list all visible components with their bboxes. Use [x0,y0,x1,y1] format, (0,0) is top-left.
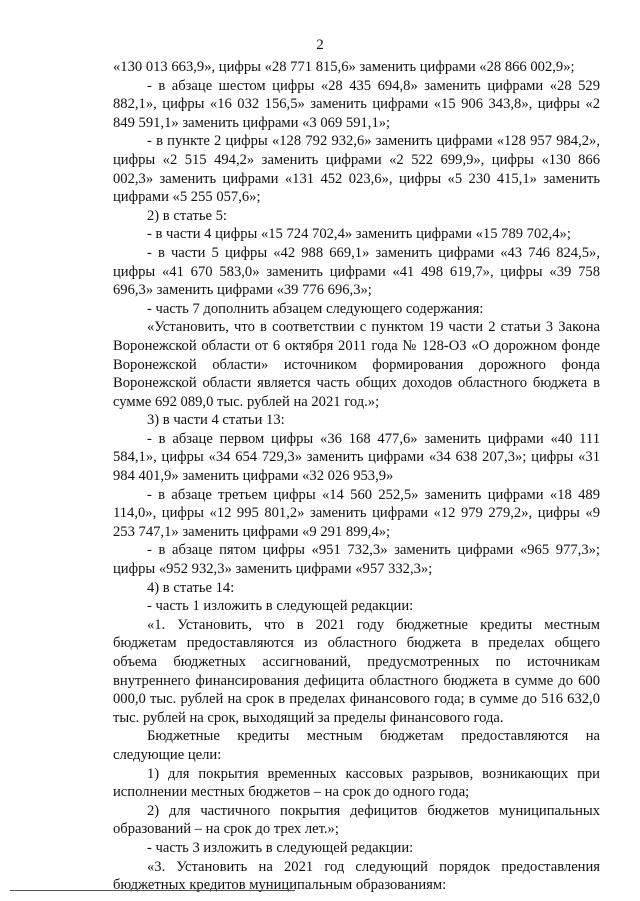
paragraph: - в части 5 цифры «42 988 669,1» заменить цифрами «43 746 824,5», цифры «41 670 583,0» заменить цифрами «41 498 619,7», цифры «39 758 696,3» заменить цифрами «39 776 696,3»; [113,244,600,299]
paragraph: - в абзаце первом цифры «36 168 477,6» заменить цифрами «40 111 584,1», цифры «34 654 729,3» заменить цифрами «34 638 207,3»; цифры «31 984 401,9» заменить цифрами «32 026 953,9» [113,430,600,485]
paragraph: - часть 1 изложить в следующей редакции: [147,598,414,615]
paragraph: Бюджетные кредиты местным бюджетам предоставляются на следующие цели: [113,728,600,763]
footer-rule [10,890,295,891]
paragraph: 2) для частичного покрытия дефицитов бюджетов муниципальных образований – на срок до трех лет.»; [113,802,600,838]
paragraph: - в абзаце третьем цифры «14 560 252,5» заменить цифрами «18 489 114,0», цифры «12 995 801,2» заменить цифрами «12 979 279,2», цифры «9 253 747,1» заменить цифрами «9 291 899,4»; [113,486,600,540]
paragraph: - часть 7 дополнить абзацем следующего содержания: [147,300,484,317]
paragraph: - часть 3 изложить в следующей редакции: [147,839,414,856]
paragraph: 3) в части 4 статьи 13: [147,412,285,429]
page-number: 2 [316,37,324,53]
paragraph: - в пункте 2 цифры «128 792 932,6» заменить цифрами «128 957 984,2», цифры «2 515 494,2» заменить цифрами «2 522 699,9», цифры «130 866 002,3» заменить цифрами «131 452 023,6», цифры «5 230 415,1» заменить цифрами «5 255 057,6»; [113,133,600,206]
paragraph: - в абзаце пятом цифры «951 732,3» заменить цифрами «965 977,3»; цифры «952 932,3» заменить цифрами «957 332,3»; [113,542,600,578]
paragraph: - в абзаце шестом цифры «28 435 694,8» заменить цифрами «28 529 882,1», цифры «16 032 156,5» заменить цифрами «15 906 343,8», цифры «2 849 591,1» заменить цифрами «3 069 591,1»; [113,77,600,131]
paragraph: 2) в статье 5: [147,207,227,224]
paragraph: «1. Установить, что в 2021 году бюджетные кредиты местным бюджетам предоставляются из областного бюджета в пределах общего объема бюджетных ассигнований, предусмотренных по источникам внутреннего финансирования дефицита областного бюджета в сумме до 600 000,0 тыс. рублей на срок в пределах финансового года; в сумме до 516 632,0 тыс. рублей на срок, выходящий за пределы финансового года. [113,616,600,726]
paragraph: 4) в статье 14: [147,579,235,596]
paragraph: «3. Установить на 2021 год следующий порядок предоставления бюджетных кредитов муниципальным образованиям: [113,858,600,894]
document-body [113,58,600,895]
paragraph: «130 013 663,9», цифры «28 771 815,6» заменить цифрами «28 866 002,9»; [113,59,575,75]
paragraph: «Установить, что в соответствии с пунктом 19 части 2 статьи 3 Закона Воронежской области от 6 октября 2011 года № 128-ОЗ «О дорожном фонде Воронежской области» источником формирования дорожного фонда Воронежской области является часть общих доходов областного бюджета в сумме 692 089,0 тыс. рублей на 2021 год.»; [113,319,600,410]
paragraph: 1) для покрытия временных кассовых разрывов, возникающих при исполнении местных бюджетов – на срок до одного года; [113,765,600,801]
paragraph: - в части 4 цифры «15 724 702,4» заменить цифрами «15 789 702,4»; [147,226,571,243]
